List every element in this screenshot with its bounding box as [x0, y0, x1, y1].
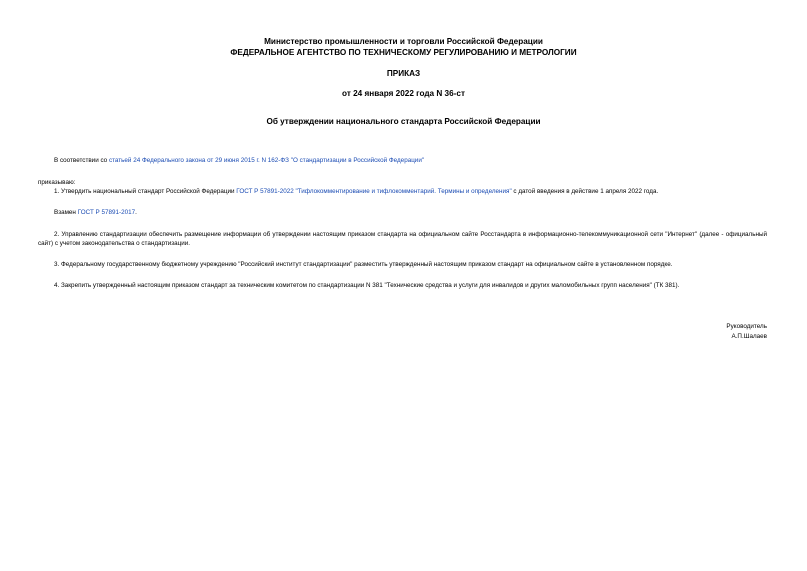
- item-2: 2. Управлению стандартизации обеспечить размещение информации об утверждении настоящим приказом стандарта на официальном сайте Росстандарта в информационно-телекоммуникационной сети "Интернет" (далее - официальный сайт) с учетом законодательства о стандартизации.: [38, 231, 767, 247]
- item-1: 1. Утвердить национальный стандарт Российской Федерации ГОСТ Р 57891-2022 "Тифлокомментирование и тифлокомментарий. Термины и определения" с датой введения в действие 1 апреля 2022 года.: [54, 188, 659, 195]
- document-date-number: от 24 января 2022 года N 36-ст: [342, 89, 465, 98]
- document-type: ПРИКАЗ: [386, 69, 421, 78]
- old-standard-link[interactable]: ГОСТ Р 57891-2017: [77, 209, 136, 216]
- law-link[interactable]: статьей 24 Федерального закона от 29 июня 2015 г. N 162-ФЗ "О стандартизации в Российской Федерации": [108, 157, 425, 164]
- signature-block: [726, 322, 767, 342]
- item-4: 4. Закрепить утвержденный настоящим приказом стандарт за техническим комитетом по стандартизации N 381 "Технические средства и услуги для инвалидов и других маломобильных групп населения" (ТК 381).: [54, 282, 680, 289]
- signature-role: Руководитель: [726, 323, 767, 330]
- standard-link[interactable]: ГОСТ Р 57891-2022 "Тифлокомментирование и тифлокомментарий. Термины и определения": [236, 188, 512, 195]
- document-header: [0, 36, 807, 58]
- replacement-note: Взамен ГОСТ Р 57891-2017.: [54, 209, 137, 216]
- item-3: 3. Федеральному государственному бюджетному учреждению "Российский институт стандартизации" разместить утвержденный настоящим приказом стандарт на официальном сайте в установленном порядке.: [54, 261, 673, 268]
- signature-name: А.П.Шалаев: [731, 333, 767, 340]
- intro-paragraph: В соответствии со статьей 24 Федерального закона от 29 июня 2015 г. N 162-ФЗ "О стандартизации в Российской Федерации": [54, 157, 425, 164]
- agency-name: ФЕДЕРАЛЬНОЕ АГЕНТСТВО ПО ТЕХНИЧЕСКОМУ РЕГУЛИРОВАНИЮ И МЕТРОЛОГИИ: [230, 48, 577, 57]
- document-title: Об утверждении национального стандарта Российской Федерации: [266, 117, 541, 126]
- order-word: приказываю:: [38, 179, 76, 186]
- ministry-name: Министерство промышленности и торговли Российской Федерации: [264, 37, 543, 46]
